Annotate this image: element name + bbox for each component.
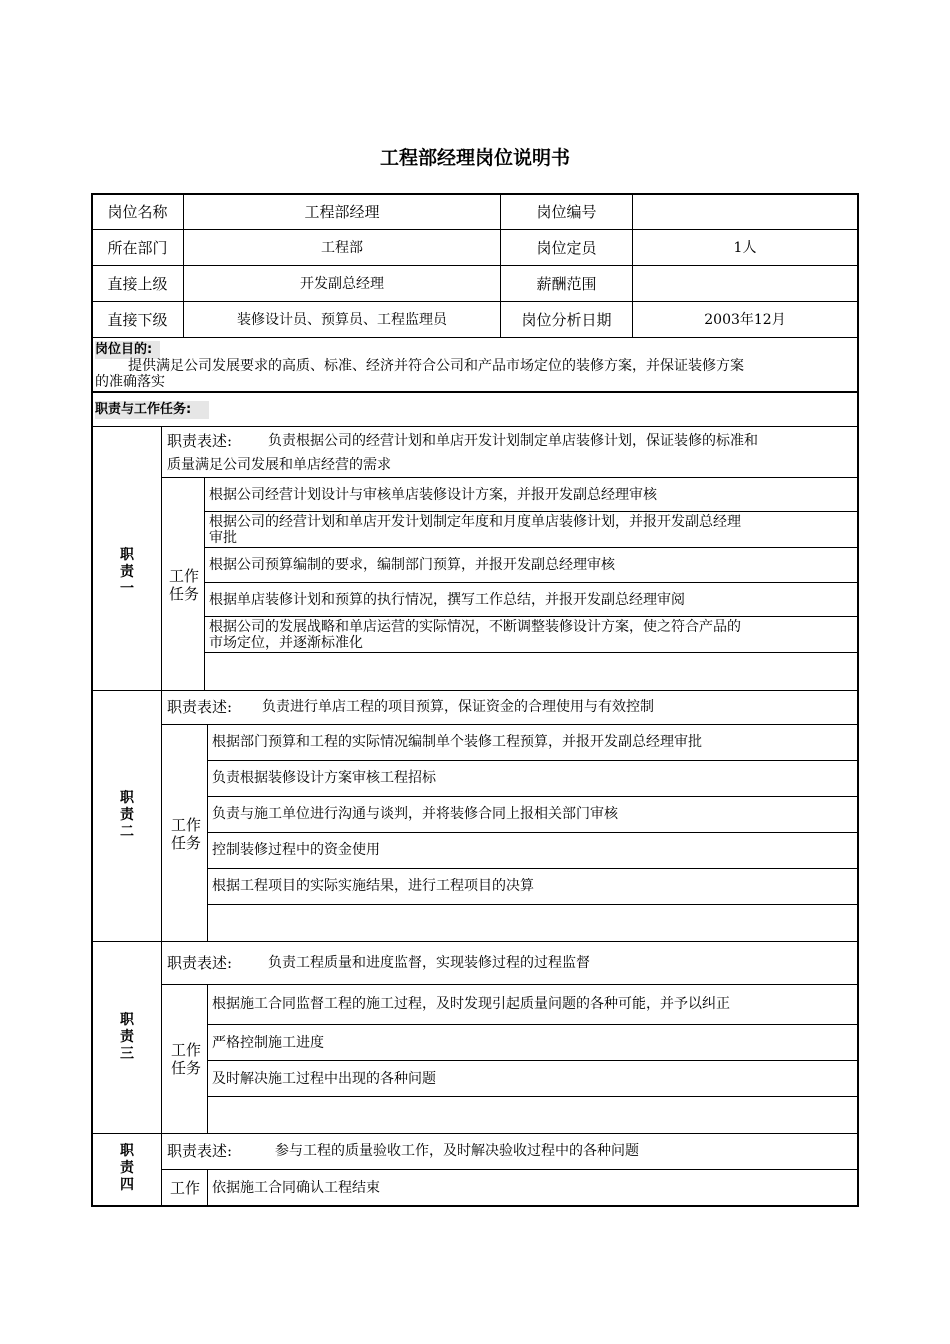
value-subordinates: 装修设计员、预算员、工程监理员 [237,312,447,328]
task-item: 控制装修过程中的资金使用 [212,842,380,858]
task-item-cont: 市场定位，并逐渐标准化 [209,635,363,651]
duty-statement-label: 职责表述: [167,432,233,450]
value-superior: 开发副总经理 [300,276,384,292]
duties-heading: 职责与工作任务: [95,401,209,419]
label-superior: 直接上级 [107,275,168,293]
duty-statement-label: 职责表述: [167,698,233,716]
task-item: 及时解决施工过程中出现的各种问题 [212,1071,436,1087]
task-item: 根据单店装修计划和预算的执行情况，撰写工作总结，并报开发副总经理审阅 [209,592,685,608]
purpose-heading: 岗位目的: [95,341,160,359]
label-position-name: 岗位名称 [107,203,168,221]
label-headcount: 岗位定员 [536,239,597,257]
task-item: 根据公司经营计划设计与审核单店装修设计方案，并报开发副总经理审核 [209,487,657,503]
label-analysis-date: 岗位分析日期 [521,311,612,329]
task-item: 严格控制施工进度 [212,1035,324,1051]
purpose-text-line2: 的准确落实 [95,374,165,390]
purpose-text-line1: 提供满足公司发展要求的高质、标准、经济并符合公司和产品市场定位的装修方案，并保证装修方案 [128,358,744,374]
value-department: 工程部 [321,240,363,256]
task-item: 根据公司的发展战略和单店运营的实际情况，不断调整装修设计方案，使之符合产品的 [209,619,741,635]
work-tasks-label: 工作任务 [168,567,199,603]
task-item: 根据公司预算编制的要求，编制部门预算，并报开发副总经理审核 [209,557,615,573]
label-salary-range: 薪酬范围 [536,275,597,293]
label-position-number: 岗位编号 [536,203,597,221]
duty-statement-line1: 负责工程质量和进度监督，实现装修过程的过程监督 [268,955,590,971]
duty-name: 职责一 [120,547,134,597]
work-tasks-label: 工作任务 [170,1041,201,1077]
duty-statement-label: 职责表述: [167,1142,233,1160]
task-item: 负责与施工单位进行沟通与谈判，并将装修合同上报相关部门审核 [212,806,618,822]
duty-statement-line1: 负责根据公司的经营计划和单店开发计划制定单店装修计划，保证装修的标准和 [268,433,758,449]
task-item: 根据施工合同监督工程的施工过程，及时发现引起质量问题的各种可能，并予以纠正 [212,996,730,1012]
duty-statement-line2: 质量满足公司发展和单店经营的需求 [167,457,391,473]
duty-name: 职责三 [120,1012,134,1062]
duty-statement-line1: 参与工程的质量验收工作，及时解决验收过程中的各种问题 [275,1143,639,1159]
duty-name: 职责四 [120,1143,134,1193]
value-headcount: 1人 [733,240,757,256]
duty-statement-line1: 负责进行单店工程的项目预算，保证资金的合理使用与有效控制 [262,699,654,715]
task-item-cont: 审批 [209,530,237,546]
duty-name: 职责二 [120,790,134,840]
task-item: 依据施工合同确认工程结束 [212,1180,380,1196]
duty-statement-label: 职责表述: [167,954,233,972]
value-position-name: 工程部经理 [304,203,380,221]
work-tasks-label: 工作 [170,1179,201,1197]
value-analysis-date: 2003年12月 [704,312,786,328]
task-item: 根据工程项目的实际实施结果，进行工程项目的决算 [212,878,534,894]
work-tasks-label: 工作任务 [170,816,201,852]
task-item: 根据部门预算和工程的实际情况编制单个装修工程预算，并报开发副总经理审批 [212,734,702,750]
task-item: 根据公司的经营计划和单店开发计划制定年度和月度单店装修计划，并报开发副总经理 [209,514,741,530]
page-title: 工程部经理岗位说明书 [379,147,570,169]
task-item: 负责根据装修设计方案审核工程招标 [212,770,436,786]
label-subordinates: 直接下级 [107,311,168,329]
label-department: 所在部门 [107,239,168,257]
